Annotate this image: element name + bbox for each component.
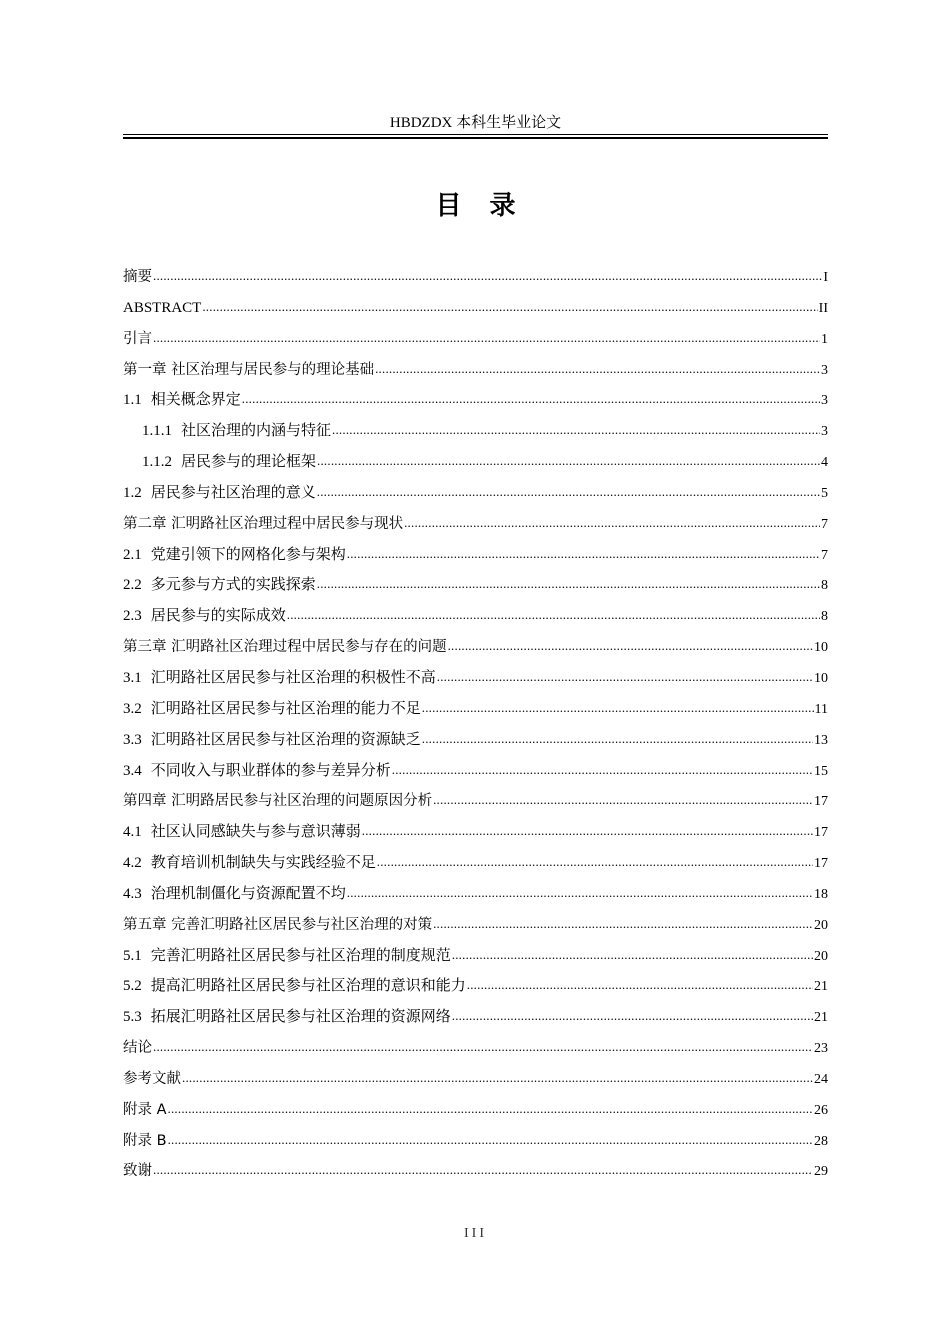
toc-entry-page: 15 [814,763,828,779]
toc-entry[interactable] [123,478,828,509]
dot-leader [332,415,820,446]
toc-entry-number: 3.1 [123,669,142,686]
toc-entry-label [123,879,346,910]
toc-entry-text: 不同收入与职业群体的参与差异分析 [150,762,391,779]
toc-entry-page: 20 [814,948,828,964]
toc-entry-page: 23 [814,1041,828,1057]
dot-leader [362,816,813,847]
toc-entry[interactable] [123,910,828,941]
toc-entry-page: 10 [814,670,828,686]
toc-entry-number: 2.2 [123,577,142,594]
toc-entry[interactable] [123,324,828,355]
toc-entry-label [123,262,152,293]
toc-entry-page: 7 [821,516,828,532]
toc-entry-label [123,1064,181,1095]
toc-entry-label [123,663,436,694]
toc-entry-text: 多元参与方式的实践探索 [150,577,316,594]
toc-entry-text: 居民参与的理论框架 [181,454,317,471]
toc-entry-label [123,694,421,725]
toc-entry[interactable] [123,1033,828,1064]
toc-entry-page: 20 [814,917,828,933]
toc-entry-text: ABSTRACT [123,299,202,316]
toc-entry-page: 3 [821,424,828,440]
toc-entry-label [123,385,241,416]
toc-entry[interactable] [123,817,828,848]
toc-entry[interactable] [123,293,828,324]
toc-entry-text: 参考文献 [123,1070,181,1087]
toc-entry-page: 3 [821,362,828,378]
toc-entry[interactable] [123,694,828,725]
dot-leader [467,970,813,1001]
dot-leader [392,755,813,786]
dot-leader [433,785,813,816]
toc-entry[interactable] [123,1156,828,1187]
toc-entry-page: 7 [821,547,828,563]
toc-entry-text: 相关概念界定 [150,392,241,409]
toc-entry[interactable] [123,971,828,1002]
dot-leader [153,1155,813,1186]
toc-entry-page: 17 [814,856,828,872]
toc-entry-page: 26 [814,1102,828,1118]
dot-leader [452,1001,813,1032]
toc-entry-number: 4.3 [123,885,142,902]
toc-entry[interactable] [123,570,828,601]
dot-leader [433,909,813,940]
dot-leader [422,693,814,724]
dot-leader [242,384,820,415]
toc-entry-page: 17 [814,825,828,841]
toc-entry-label [123,1095,167,1126]
dot-leader [153,323,820,354]
toc-entry-number: 1.1 [123,392,142,409]
dot-leader [404,508,820,539]
dot-leader [317,477,820,508]
toc-entry-page: 28 [814,1133,828,1149]
dot-leader [422,724,813,755]
dot-leader [317,569,820,600]
dot-leader [437,662,813,693]
toc-entry[interactable] [123,416,828,447]
toc-entry-text: 居民参与社区治理的意义 [150,484,316,501]
toc-entry-label [123,632,447,663]
toc-entry-number: 5.1 [123,947,142,964]
toc-entry-page: 21 [814,979,828,995]
dot-leader [168,1125,813,1156]
toc-entry-page: 4 [821,455,828,471]
toc-entry-text: 引言 [123,330,152,347]
toc-entry-text: 教育培训机制缺失与实践经验不足 [150,855,376,872]
toc-entry-label [123,848,376,879]
toc-entry-label [123,756,391,787]
toc-entry[interactable] [123,879,828,910]
dot-leader [153,1032,813,1063]
toc-entry-number: 2.1 [123,546,142,563]
toc-entry-text: 结论 [123,1040,152,1057]
toc-entry-page: 21 [814,1010,828,1026]
toc-entry-page: I [823,270,828,285]
toc-entry-label [123,601,286,632]
toc-entry-label [123,478,316,509]
toc-entry[interactable] [123,725,828,756]
toc-entry-number: 3.2 [123,700,142,717]
toc-entry-text: 拓展汇明路社区居民参与社区治理的资源网络 [150,1009,451,1026]
toc-entry-label [123,725,421,756]
page-number: III [464,1226,487,1241]
toc-entry-page: II [818,300,828,316]
toc-entry[interactable] [123,848,828,879]
toc-entry-label [123,786,432,817]
dot-leader [377,847,813,878]
toc-entry-label [123,1126,167,1157]
toc-entry-page: 29 [814,1164,828,1180]
dot-leader [375,354,820,385]
toc-entry-page: 17 [814,794,828,810]
toc-entry-page: 1 [821,331,828,347]
table-of-contents [123,262,828,1187]
toc-entry[interactable] [123,509,828,540]
toc-entry-label [123,509,403,540]
dot-leader [448,631,813,662]
toc-entry-label [123,540,346,571]
toc-entry-number: 1.1.1 [142,423,172,440]
toc-entry-number: 1.1.2 [142,454,172,471]
page-header: HBDZDX 本科生毕业论文 [389,115,562,131]
toc-entry-label [123,355,374,386]
toc-entry-page: 13 [814,732,828,748]
toc-entry-number: 4.1 [123,824,142,841]
toc-entry[interactable] [123,756,828,787]
toc-entry-page: 10 [814,640,828,656]
toc-entry[interactable] [123,1126,828,1157]
header-rule [123,134,828,139]
toc-entry-number: 2.3 [123,608,142,625]
toc-entry-text: 第三章 汇明路社区治理过程中居民参与存在的问题 [123,639,447,656]
toc-entry[interactable] [123,1095,828,1126]
dot-leader [182,1063,813,1094]
toc-entry-page: 5 [821,485,828,501]
toc-entry-text: 汇明路社区居民参与社区治理的积极性不高 [150,669,436,686]
toc-entry-label [123,1002,451,1033]
toc-entry-text: 致谢 [123,1163,152,1180]
toc-entry-number: 5.3 [123,1009,142,1026]
toc-entry-label [123,570,316,601]
toc-entry[interactable] [123,1064,828,1095]
toc-entry-label [123,941,451,972]
toc-entry-text: 居民参与的实际成效 [150,608,286,625]
toc-entry[interactable] [123,385,828,416]
dot-leader [347,539,820,570]
toc-entry-label [123,817,361,848]
toc-entry-number: 1.2 [123,484,142,501]
toc-entry-page: 24 [814,1071,828,1087]
toc-entry-text: 社区治理的内涵与特征 [181,423,332,440]
toc-entry[interactable] [123,663,828,694]
toc-entry[interactable] [123,355,828,386]
toc-entry-number: 3.4 [123,762,142,779]
toc-entry-text: 第二章 汇明路社区治理过程中居民参与现状 [123,515,404,532]
toc-entry[interactable] [123,941,828,972]
toc-entry-label [123,1156,152,1187]
toc-entry-text: 治理机制僵化与资源配置不均 [150,885,346,902]
toc-entry-text: 摘要 [123,269,152,285]
toc-title: 目录 [435,191,544,221]
toc-entry-text: 汇明路社区居民参与社区治理的能力不足 [150,700,421,717]
toc-entry-page: 8 [821,609,828,625]
toc-entry-page: 18 [814,886,828,902]
toc-entry[interactable] [123,786,828,817]
toc-entry[interactable] [123,540,828,571]
toc-entry-label [123,910,432,941]
toc-entry-page: 11 [814,701,828,717]
toc-entry-text: 党建引领下的网格化参与架构 [150,546,346,563]
toc-entry-text: 汇明路社区居民参与社区治理的资源缺乏 [150,731,421,748]
toc-entry[interactable] [123,447,828,478]
dot-leader [452,940,813,971]
toc-entry[interactable] [123,632,828,663]
dot-leader [168,1094,813,1125]
toc-entry[interactable] [123,1002,828,1033]
toc-entry-text: 完善汇明路社区居民参与社区治理的制度规范 [150,947,451,964]
toc-entry-label [123,324,152,355]
toc-entry[interactable] [123,601,828,632]
toc-entry-text: 附录 A [123,1101,167,1118]
toc-entry-text: 第五章 完善汇明路社区居民参与社区治理的对策 [123,916,433,933]
toc-entry-number: 5.2 [123,978,142,995]
toc-entry-page: 8 [821,578,828,594]
toc-entry-label [123,1033,152,1064]
toc-entry[interactable] [123,262,828,293]
toc-entry-text: 第一章 社区治理与居民参与的理论基础 [123,361,375,378]
dot-leader [202,292,817,323]
toc-entry-label [123,971,466,1002]
toc-entry-text: 社区认同感缺失与参与意识薄弱 [150,824,361,841]
toc-entry-label [142,416,331,447]
toc-entry-text: 第四章 汇明路居民参与社区治理的问题原因分析 [123,793,433,810]
toc-entry-number: 4.2 [123,855,142,872]
toc-entry-text: 附录 B [123,1132,167,1149]
dot-leader [153,261,822,292]
toc-entry-page: 3 [821,393,828,409]
toc-entry-label [142,447,316,478]
dot-leader [347,878,813,909]
dot-leader [317,446,820,477]
toc-entry-text: 提高汇明路社区居民参与社区治理的意识和能力 [150,978,466,995]
dot-leader [287,600,820,631]
toc-entry-number: 3.3 [123,731,142,748]
toc-entry-label [123,293,201,324]
